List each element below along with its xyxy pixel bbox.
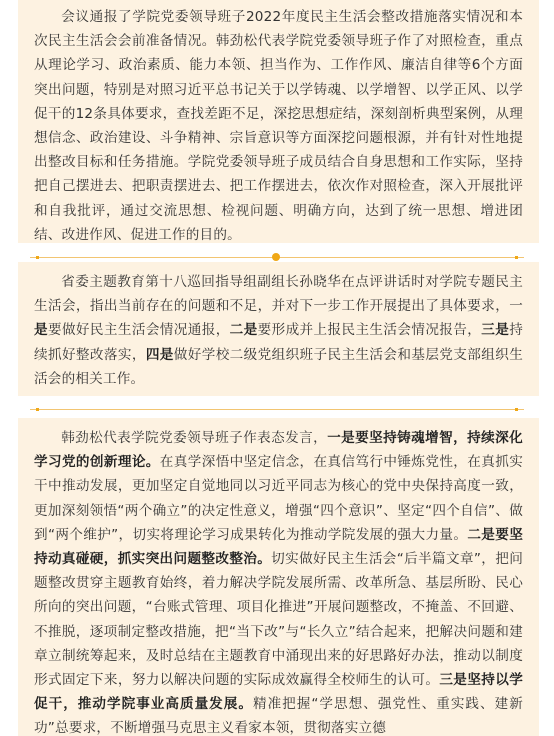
bold-span: 一是要坚持铸魂增智，持续深化学习党的创新理论。	[34, 430, 523, 471]
section-divider	[0, 405, 554, 415]
bold-span: 三是坚持以学促干，推动学院事业高质量发展。	[34, 672, 523, 713]
text-span: 要形成并上报民主生活会情况报告，	[257, 322, 482, 339]
divider-line	[30, 409, 524, 410]
divider-dot	[272, 253, 280, 261]
divider-square	[515, 408, 518, 411]
paragraph-inspection-comments	[34, 270, 523, 391]
text-span: 切实做好民主生活会“后半篇文章”，把问题整改贯穿主题教育始终，着力解决学院发展所需、改革所急、基层所盼、民心所向的突出问题，“台账式管理、项目化推进”开展问题整改，不掩盖、不回避、不推脱，逐项制定整改措施，把“当下改”与“长久立”结合起来，把解决问题和建章立制统筹起来，及时总结在主题教育中涌现出来的好思路好办法，推动以制度形式固定下来，努力以解决问题的实际成效赢得全校师生的认可。	[34, 551, 523, 689]
bold-span: 四是	[145, 346, 174, 363]
text-span: 做好学校二级党组织班子民主生活会和基层党支部组织生活会的相关工作。	[34, 346, 523, 387]
bold-span: 三是	[481, 322, 510, 339]
divider-square	[36, 256, 39, 259]
divider-square	[36, 408, 39, 411]
text-span: 持续抓好整改落实，	[34, 322, 523, 363]
bold-span: 二是	[229, 322, 258, 339]
paragraph-card-3	[18, 418, 539, 736]
paragraph-card-1	[18, 0, 539, 243]
text-span: 精准把握“学思想、强党性、重实践、建新功”总要求，不断增强马克思主义看家本领，贯彻落实立德	[34, 696, 524, 736]
paragraph-meeting-report: 会议通报了学院党委领导班子2022年度民主生活会整改措施落实情况和本次民主生活会会前准备情况。韩劲松代表学院党委领导班子作了对照检查，重点从理论学习、政治素质、能力本领、担当作为、工作作风、廉洁自律等6个方面突出问题，特别是对照习近平总书记关于以学铸魂、以学增智、以学正风、以学促干的12条具体要求，查找差距不足，深挖思想症结，深刻剖析典型案例，从理想信念、政治建设、斗争精神、宗旨意识等方面深挖问题根源，并有针对性地提出整改目标和任务措施。学院党委领导班子成员结合自身思想和工作实际，坚持把自己摆进去、把职责摆进去、把工作摆进去，依次作对照检查，深入开展批评和自我批评，通过交流思想、检视问题、明确方向，达到了统一思想、增进团结、改进作风、促进工作的目的。	[34, 9, 523, 243]
paragraph-commitment-speech	[34, 426, 523, 736]
text-span: 在真学深悟中坚定信念，在真信笃行中锤炼党性，在真抓实干中推动发展，更加坚定自觉地同以习近平同志为核心的党中央保持高度一致，更加深刻领悟“两个确立”的决定性意义，增强“四个意识”、坚定“四个自信”、做到“两个维护”，切实将理论学习成果转化为推动学院发展的强大力量。	[34, 454, 523, 543]
bold-span: 二是要坚持动真碰硬，抓实突出问题整改整治。	[34, 526, 523, 568]
paragraph-card-2	[18, 262, 539, 396]
text-span: 要做好民主生活会情况通报，	[47, 322, 230, 339]
text-span: 省委主题教育第十八巡回指导组副组长孙晓华在点评讲话时对学院专题民主生活会，指出当前存在的问题和不足，并对下一步工作开展提出了具体要求，一	[34, 274, 523, 315]
text-span: 韩劲松代表学院党委领导班子作表态发言，	[61, 430, 328, 446]
bold-span: 是	[34, 322, 48, 339]
divider-square	[515, 256, 518, 259]
